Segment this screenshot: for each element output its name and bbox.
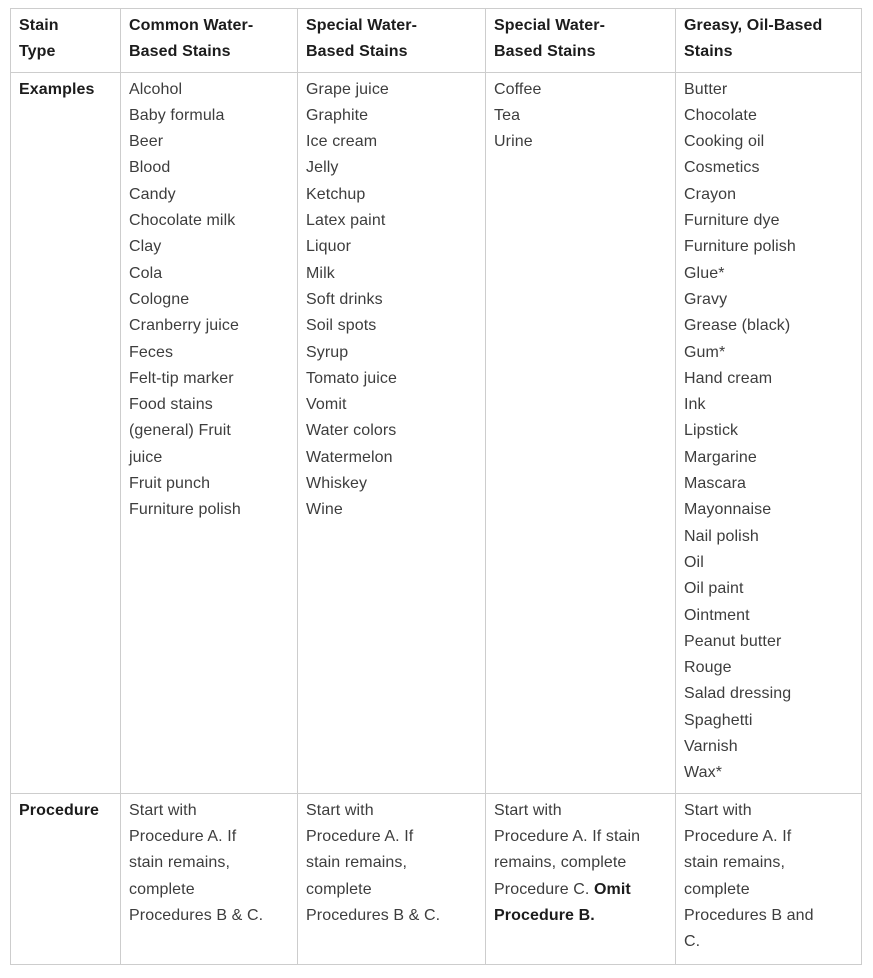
row-label	[11, 793, 121, 964]
cell-line: Lipstick	[684, 422, 739, 440]
cell-line: Furniture polish	[129, 501, 241, 519]
cell-line: Gum*	[684, 343, 726, 361]
cell-line: Cranberry juice	[129, 317, 239, 335]
cell-line: Furniture dye	[684, 212, 780, 230]
cell-line: Greasy, Oil-Based	[684, 17, 823, 34]
cell-line: Soft drinks	[306, 290, 383, 308]
cell-line: Procedures B & C.	[129, 906, 264, 924]
cell-line: Glue*	[684, 264, 725, 282]
cell-line: Milk	[306, 264, 335, 282]
cell-line: Baby formula	[129, 106, 225, 124]
table-header	[11, 9, 862, 73]
cell-line: Procedure C. Omit	[494, 880, 631, 898]
stain-removal-table	[10, 8, 862, 965]
cell-line: Crayon	[684, 185, 737, 203]
cell-line: Examples	[19, 80, 95, 98]
cell-line: Type	[19, 43, 56, 61]
cell-line: complete	[129, 880, 195, 898]
cell-line: Margarine	[684, 448, 757, 466]
cell-line: Felt-tip marker	[129, 369, 234, 387]
cell-line: Procedure A. If stain	[494, 827, 641, 845]
cell-line: complete	[684, 880, 750, 898]
cell-line: Ointment	[684, 606, 750, 624]
cell-line: Procedure A. If	[129, 827, 237, 845]
table-cell	[298, 793, 486, 964]
cell-line: Ink	[684, 396, 706, 414]
table-cell	[676, 72, 862, 793]
cell-line: Butter	[684, 80, 728, 98]
cell-line: Mayonnaise	[684, 501, 772, 519]
cell-line: Food stains	[129, 396, 213, 414]
cell-line: Start with	[306, 801, 374, 819]
header-cell-2	[298, 9, 486, 73]
header-cell-1	[121, 9, 298, 73]
cell-line: Procedure A. If	[684, 827, 792, 845]
cell-line: Cooking oil	[684, 133, 765, 151]
cell-line: Salad dressing	[684, 685, 792, 703]
cell-line: Ice cream	[306, 133, 378, 151]
cell-line: C.	[684, 933, 701, 951]
cell-line: Start with	[129, 801, 197, 819]
cell-line: stain remains,	[684, 854, 785, 872]
cell-line: Furniture polish	[684, 238, 796, 256]
cell-line: Procedure B.	[494, 906, 595, 924]
table-row-procedure	[11, 793, 862, 964]
cell-line: Urine	[494, 133, 533, 151]
cell-line: complete	[306, 880, 372, 898]
cell-line: Fruit punch	[129, 475, 211, 493]
cell-line: Chocolate	[684, 106, 757, 124]
cell-line: Latex paint	[306, 212, 386, 230]
cell-line: stain remains,	[129, 854, 230, 872]
cell-line: Based Stains	[129, 43, 231, 61]
cell-line: Common Water-	[129, 17, 254, 34]
cell-line: Oil paint	[684, 580, 744, 598]
cell-line: Candy	[129, 185, 176, 203]
cell-line: Gravy	[684, 290, 728, 308]
cell-line: Procedures B & C.	[306, 906, 441, 924]
cell-line: Syrup	[306, 343, 349, 361]
cell-line: Feces	[129, 343, 174, 361]
cell-line: Tea	[494, 106, 521, 124]
cell-line: Cologne	[129, 290, 190, 308]
cell-line: Grape juice	[306, 80, 389, 98]
cell-line: Liquor	[306, 238, 352, 256]
cell-line: Chocolate milk	[129, 212, 236, 230]
cell-line: Mascara	[684, 475, 747, 493]
cell-line: Tomato juice	[306, 369, 398, 387]
cell-line: juice	[129, 448, 163, 466]
cell-line: Varnish	[684, 738, 738, 756]
cell-line: Special Water-	[306, 17, 418, 34]
cell-line: Spaghetti	[684, 711, 753, 729]
cell-line: Wax*	[684, 764, 723, 782]
cell-line: Based Stains	[306, 43, 408, 61]
cell-line: Cola	[129, 264, 163, 282]
header-cell-0	[11, 9, 121, 73]
cell-line: Procedure	[19, 801, 100, 819]
cell-line: Hand cream	[684, 369, 773, 387]
cell-line: Blood	[129, 159, 171, 177]
cell-line: Soil spots	[306, 317, 377, 335]
table-cell	[121, 72, 298, 793]
cell-line: Jelly	[306, 159, 339, 177]
table-row-examples	[11, 72, 862, 793]
cell-line: stain remains,	[306, 854, 407, 872]
cell-line: Water colors	[306, 422, 397, 440]
cell-line: Oil	[684, 553, 704, 571]
cell-line: (general) Fruit	[129, 422, 231, 440]
cell-line: Special Water-	[494, 17, 606, 34]
table-cell	[486, 72, 676, 793]
table-cell	[486, 793, 676, 964]
cell-line: Stains	[684, 43, 733, 61]
cell-line: Nail polish	[684, 527, 759, 545]
cell-line: Grease (black)	[684, 317, 791, 335]
cell-line: Alcohol	[129, 80, 183, 98]
table-cell	[298, 72, 486, 793]
cell-line: Whiskey	[306, 475, 368, 493]
cell-line: Clay	[129, 238, 162, 256]
cell-line: Ketchup	[306, 185, 366, 203]
cell-line: Stain	[19, 17, 59, 34]
table-cell	[676, 793, 862, 964]
cell-line: Based Stains	[494, 43, 596, 61]
cell-line: Coffee	[494, 80, 542, 98]
cell-line: Beer	[129, 133, 164, 151]
table-cell	[121, 793, 298, 964]
cell-line: Procedure A. If	[306, 827, 414, 845]
cell-line: Graphite	[306, 106, 369, 124]
header-row	[11, 9, 862, 73]
header-cell-4	[676, 9, 862, 73]
cell-line: Start with	[684, 801, 752, 819]
cell-line: Vomit	[306, 396, 347, 414]
cell-line: Rouge	[684, 659, 732, 677]
header-cell-3	[486, 9, 676, 73]
row-label	[11, 72, 121, 793]
cell-line: Procedures B and	[684, 906, 814, 924]
cell-line: Watermelon	[306, 448, 393, 466]
cell-line: Cosmetics	[684, 159, 760, 177]
cell-line: remains, complete	[494, 854, 627, 872]
cell-line: Peanut butter	[684, 632, 782, 650]
cell-line: Start with	[494, 801, 562, 819]
table-body	[11, 72, 862, 964]
cell-line: Wine	[306, 501, 343, 519]
